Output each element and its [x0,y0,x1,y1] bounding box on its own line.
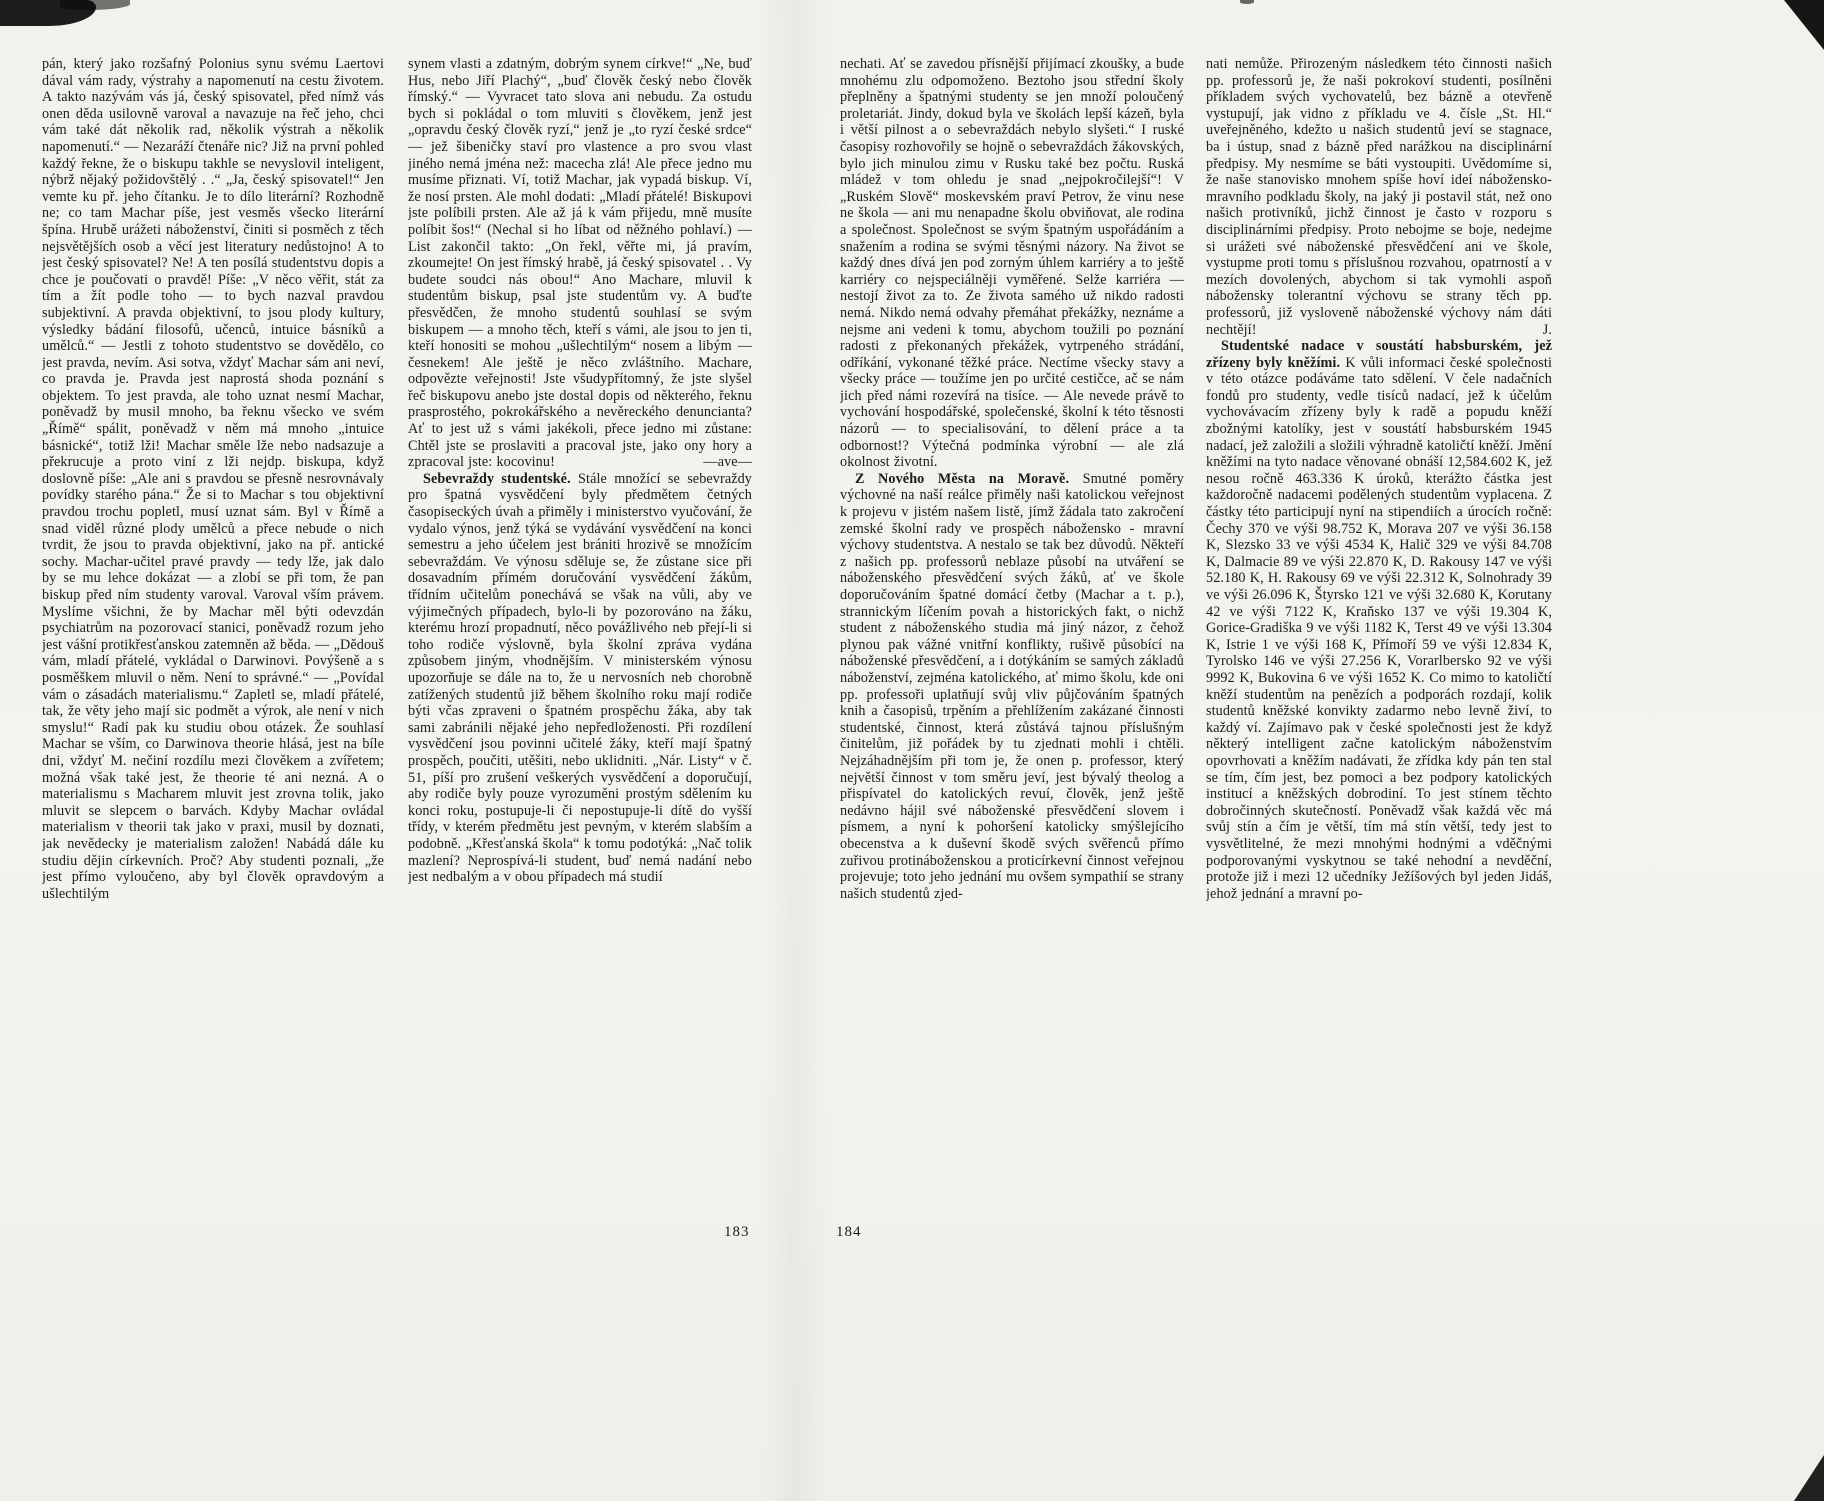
paragraph: pán, který jako rozšafný Polonius synu svému Laertovi dával vám rady, výstrahy a napomenutí na cestu životem. A takto nazývám vás já, český spisovatel, před nímž vás onen děda usilovně varoval a navazuje na řeč jeho, chci vám také dát několik rad, několik výstrah a několik napomenutí.“ — Nezaráží čtenáře nic? Již na první pohled každý řekne, že o biskupu takhle se nevyslovil inteligent, nýbrž nějaký požidovštělý . .“ „Ja, český spisovatel!“ Jen vemte ku př. jeho čítanku. Je to dílo literární? Rozhodně ne; co tam Machar píše, jest vesměs všecko literární špína. Hrubě urážeti náboženství, činiti si posměch z těch nejsvětějších osob a věcí jest literatury nedůstojno! A to jest český spisovatel? Ne! A ten posílá studentstvu dopis a chce je poučovati o pravdě! Píše: „V něco věřit, stát za tím a žít podle toho — to bych nazval pravdou subjektivní. A pravda objektivní, to jsou plody kultury, výsledky bádání filosofů, učenců, intuice básníků a umělců.“ — Jestli z tohoto studentstvo se dovědělo, co jest pravda, nevím. Asi sotva, vždyť Machar sám ani neví, co pravda je. Pravda jest naprostá shoda poznání s objektem. To jest pravda, ale toho uznat nesmí Machar, poněvadž by musil mnoho, ba řeknu všecko ve svém „Římě“ spálit, poněvadž v něm má mnoho „intuice básnické“, totiž lži! Machar směle lže nebo nadsazuje a překrucuje a proto viní z lži nejdp. biskupa, když doslovně píše: „Ale ani s pravdou se přesně nesrovnávaly povídky starého pána.“ Že si to Machar s tou objektivní pravdou trochu popletl, musí uznat sám. Byl v Římě a snad viděl různé plody umělců a přece nebude o nich tvrdit, že jsou to pravda objektivní, jako na př. antické sochy. Machar-učitel pravé pravdy — tedy lže, jak dalo by se mu lehce dokázat — a zlobí se při tom, že pan biskup před ním studenty varoval. Varoval vším právem. Myslíme všichni, že by Machar měl býti odevzdán psychiatrům na pozorovací stanici, poněvadž rozum jeho jest vášní protikřesťanskou zatemněn až běda. — „Dědouš vám, mladí přátelé, vykládal o Darwinovi. Povýšeně a s posměškem mluvil o něm. Není to správné.“ — „Povídal vám o zásadách materialismu.“ Zapletl se, mladí přátelé, tak, že věty jeho mají sic podmět a výrok, ale není v nich smyslu!“ Radí pak ku studiu obou otázek. Že souhlasí Machar se vším, co Darwinova theorie hlásá, jest na bíle dni, vždyť M. nečiní rozdílu mezi člověkem a zvířetem; možná však také jest, že theorie té ani nezná. A o materialismu s Macharem mluvit jest zrovna tolik, jako mluvit se slepcem o barvách. Kdyby Machar ovládal materialism v theorii tak jako v praxi, musil by doznati, jak nevědecky je materialism založen! Nabádá dále ku studiu dějin církevních. Proč? Aby studenti poznali, „že jest přímo vyloučeno, aby byl člověk opravdovým a ušlechtilým [42,56,384,902]
text-column-4 [1206,56,1552,1206]
scan-artifact-top-speck [1240,0,1254,4]
paragraph: synem vlasti a zdatným, dobrým synem církve!“ „Ne, buď Hus, nebo Jiří Plachý“, „buď člověk český nebo člověk římský.“ — Vyvracet tato slova ani nebudu. Za ostudu bych si pokládal o tom mluviti s člověkem, jenž jest „opravdu český člověk ryzí,“ jenž je „to ryzí české srdce“ — jež šibeničky staví pro vlastence a pro svou vlast jiného nemá jména než: macecha zlá! Ale přece jedno mu musíme přiznati. Ví, totiž Machar, jak vypadá biskup. Ví, že nosí prsten. Ale mohl dodati: „Mladí přátelé! Biskupovi jste políbili prsten. Ale až já k vám přijedu, mně musíte políbit šos!“ (Nechal si ho líbat od něžného pohlaví.) — List zakončil takto: „On řekl, věřte mi, já pravím, zkoumejte! On jest římský hrabě, já český spisovatel . . Vy budete soudci nás obou!“ Ano Machare, mluvil k studentům biskup, psal jste studentům vy. A buďte přesvědčen, že mnoho studentů souhlasí se svým biskupem — a mnoho těch, kteří s vámi, ale jsou to jen ti, kteří honositi se mohou „ušlechtilým“ nosem a libým — česnekem! Ale ještě je něco zvláštního. Machare, odpovězte veřejnosti! Jste všudypřítomný, že jste slyšel řeč biskupovu anebo jste dostal dopis od některého, řeknu prasprostého, pokrokářského a nevěreckého denuncianta? Ať to jest už s vámi jakékoli, přece jedno mi zůstane: Chtěl jste se proslaviti a pracoval jste, jako ony hory a zpracoval jste: kocovinu! —ave— [408,56,752,471]
author-signature: —ave— [703,454,752,471]
page-number-right: 184 [836,1224,862,1240]
paragraph-lead-heading: Studentské nadace v soustátí habsburském, jež zřízeny byly kněžími. [1206,338,1552,371]
text-column-1 [42,56,384,1206]
paragraph: nechati. Ať se zavedou přísnější přijímací zkoušky, a bude mnohému zlu odpomoženo. Beztoho jsou střední školy přeplněny a špatnými studenty se jen množí poloučený proletariát. Jindy, dokud byla ve školách lepší kázeň, byla i větší pilnost a o sebevraždách nebylo slyšeti.“ I ruské časopisy rozhovořily se hojně o sebevraždách žákovských, bylo jich minulou zimu v Rusku také bez počtu. Ruská mládež v tom ohledu je snad „nejpokročilejší“! V „Ruském Slově“ moskevském praví Petrov, že vinu nese ne škola — ani mu nenapadne školu obviňovat, ale rodina a společnost. Společnost se svým špatným uspořádáním a snažením a rodina se svými těsnými názory. Na život se každý dnes dívá jen pod zorným úhlem karriéry a to ještě karriéry co nejspeciálněji vyměřené. Selže karriéra — nestojí život za to. Ze života samého už nikdo radosti nemá. Nikdo nemá odvahy přemáhat překážky, neznáme a nejsme ani vedeni k tomu, abychom toužili po poznání radosti z překonaných překážek, vytrpeného strádání, odříkání, vykonané těžké práce. Nectíme všecky stavy a všecky práce — toužíme jen po určité cestičce, ač se nám jich před námi rozevírá na tisíce. — Ale nevede právě to vychování hospodářské, společenské, školní k této těsnosti názorů — to specialisování, to dělení práce a ta odbornost!? Výtečná podmínka výrobní — ale zlá okolnost životní. [840,56,1184,471]
scan-artifact-top-left-smudge [60,0,130,10]
paragraph: nati nemůže. Přirozeným následkem této činnosti našich pp. professorů je, že naši pokrokoví studenti, posílněni příkladem svých vychovatelů, bez bázně a otevřeně vystupují, jak vidno z příkladu ve 4. čísle „St. Hl.“ uveřejněného, kdežto u našich studentů jeví se stagnace, ba i ústup, snad z bázně před narážkou na disciplinární předpisy. My nesmíme se báti vystoupiti. Uvědomíme si, že naše stanovisko mnohem spíše hoví ideí nábožensko-mravního podkladu školy, na jaký ji postavil stát, než ono našich protivníků, jichž činnost je často v rozporu s disciplinárními předpisy. Proto nebojme se boje, nedejme si urážeti své náboženské přesvědčení ani ve škole, vystupme proti tomu s příslušnou rozvahou, opatrností a v mezích dovolených, abychom si tak vymohli aspoň nábožensky tolerantní výchovu se strany těch pp. professorů, již vysloveně náboženské výchovy nám dáti nechtějí! J. [1206,56,1552,338]
scan-artifact-bottom-right [1794,1455,1824,1501]
paragraph-lead-heading: Sebevraždy studentské. [423,470,579,487]
scan-artifact-top-right [1784,0,1824,50]
page-number-left: 183 [724,1224,750,1240]
text-column-2 [408,56,752,1206]
paragraph-lead-heading: Z Nového Města na Moravě. [855,470,1083,487]
page-gutter-shade [760,0,830,1501]
text-column-3 [840,56,1184,1206]
paragraph: Sebevraždy studentské. Stále množící se sebevraždy pro špatná vysvědčení byly předmětem četných časopiseckých úvah a přiměly i ministerstvo vyučování, že vydalo výnos, jenž týká se vydávání vysvědčení na konci semestru a jeho účelem jest brániti hrozivě se množícím sebevraždám. Ve výnosu sděluje se, že zůstane sice při dosavadním přímém doručování vysvědčení žákům, třídním učitelům ponechává se však na vůli, aby ve výjimečných případech, bylo-li by pozorováno na žáku, kterému hrozí propadnutí, něco povážlivého neb přejí-li si toho rodiče výslovně, byla školní zpráva vydána způsobem jiným, vhodnějším. V ministerském výnosu upozorňuje se dále na to, že u nervosních neb chorobně zatížených studentů již během školního roku mají rodiče býti včas zpraveni o špatném prospěchu žáka, aby tak sami zabránili nějaké jeho nepředloženosti. Při rozdílení vysvědčení jsou povinni učitelé žáky, kteří mají špatný prospěch, poučiti, utěšiti, nebo uklidniti. „Nár. Listy“ v č. 51, píší pro zrušení veškerých vysvědčení a doporučují, aby rodiče byly pouze vyrozuměni prostým sdělením ku konci roku, postupuje-li či nepostupuje-li dítě do vyšší třídy, v kterém předmětu jest pevným, v kterém slabším a podobně. „Křesťanská škola“ k tomu podotýká: „Nač tolik mazlení? Neprospívá-li student, buď nemá nadání nebo jest nedbalým a v obou případech má studií [408,470,752,886]
paragraph: Studentské nadace v soustátí habsburském, jež zřízeny byly kněžími. K vůli informaci české společnosti v této otázce podáváme tato sdělení. V čele nadačních fondů pro studenty, vedle tisíců nadací, jež k účelům vychovávacím zřízeny byly k radě a popudu kněží zbožnými katolíky, jest v soustátí habsburském 1945 nadací, jež založili a složili výhradně katoličtí kněží. Jmění kněžími na tyto nadace věnované obnáší 12,584.602 K, jež nesou ročně 463.336 K úroků, kterážto částka jest každoročně nadacemi podělených studentům vyplacena. Z částky této participují nyní na stipendiích a úrocích ročně: Čechy 370 ve výši 98.752 K, Morava 207 ve výši 36.158 K, Slezsko 33 ve výši 4534 K, Halič 329 ve výši 84.708 K, Dalmacie 89 ve výši 22.870 K, D. Rakousy 147 ve výši 52.180 K, H. Rakousy 69 ve výši 22.312 K, Solnohrady 39 ve výši 26.096 K, Štyrsko 121 ve výši 32.680 K, Korutany 42 ve výši 7122 K, Kraňsko 137 ve výši 19.304 K, Gorice-Gradiška 9 ve výši 1182 K, Terst 49 ve výši 13.304 K, Istrie 1 ve výši 168 K, Přímoří 59 ve výši 12.834 K, Tyrolsko 146 ve výši 27.256 K, Vorarlbersko 92 ve výši 9992 K, Bukovina 6 ve výši 1652 K. Co mimo to katoličtí kněží studentům na penězích a podporách rozdají, kolik studentů kněžské konvikty zadarmo nebo levně živí, to každý ví. Zajímavo pak v české společnosti jest že když některý intelligent začne katolickým náboženstvím opovrhovati a kněžím nadávati, že zřídka kdy pán ten stal se tím, čím jest, bez pomoci a bez podpory katolických institucí a kněžských dobrodiní. To jest stínem těchto dobročinných skutečností. Poněvadž však každá věc má svůj stín a čím je větší, tím má stín větší, tedy jest to vysvětlitelné, že mezi mnohými hodnými a vděčnými podporovanými vyskytnou se také nehodní a nevděční, protože již i mezi 12 učedníky Ježíšových byl jeden Jidáš, jehož jednání a mravní po- [1206,338,1552,902]
author-signature: J. [1542,321,1552,338]
paragraph: Z Nového Města na Moravě. Smutné poměry výchovné na naší reálce přiměly naši katolickou veřejnost k projevu v jistém našem listě, jímž žádala tato zakročení zemské školní rady ve prospěch nábožensko - mravní výchovy studentstva. A nestalo se tak bez důvodů. Někteří z našich pp. professorů neblaze působí na utváření se náboženského přesvědčení svých žáků, ať ve škole doporučováním špatné domácí četby (Machar a t. p.), strannickým líčením povah a historických fakt, o nichž student z náboženského studia má jiný názor, z čehož plynou pak vážné vnitřní konflikty, rušivě působící na náboženské přesvědčení, a i dotýkáním se samých základů náboženství, zejména katolického, ať mimo školu, kde oni pp. professoři uplatňují svůj vliv půjčováním špatných knih a časopisů, trpěním a přehlížením zakázané činnosti studentské, činnost, která zůstává tajnou příslušným činitelům, již pořádek by tu zjednati mohli i chtěli. Nejzáhadnějším při tom je, že onen p. professor, který největší činnost v tom směru jeví, jest bývalý theolog a přispívatel do katolických revuí, člověk, jenž ještě nedávno hájil své náboženské přesvědčení slovem i písmem, a nyní k pohoršení katolicky smýšlejícího obecenstva a k duševní škodě svých svěřenců přímo zuřivou protináboženskou a proticírkevní činnost veřejnou projevuje; toto jeho jednání mu ovšem sympathií se strany našich studentů zjed- [840,470,1184,902]
